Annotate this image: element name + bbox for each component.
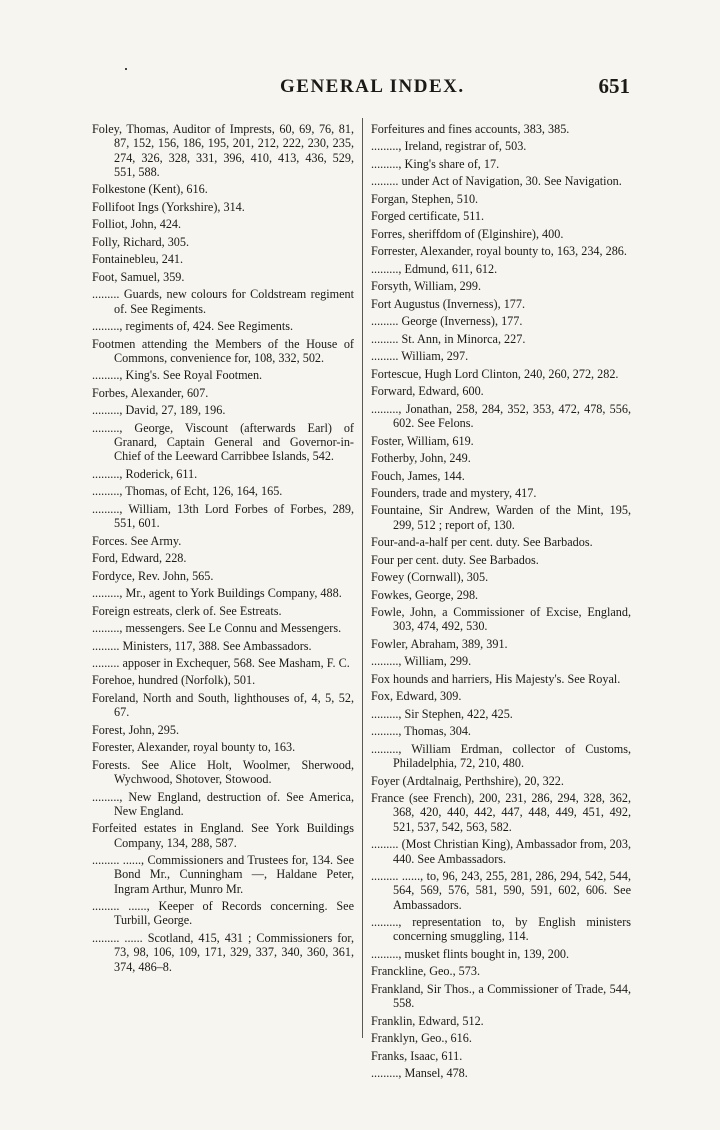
- index-entry: Forfeitures and fines accounts, 383, 385.: [371, 122, 570, 136]
- index-entry: ........., Roderick, 611.: [92, 466, 198, 481]
- index-entry: ........., Edmund, 611, 612.: [371, 261, 498, 276]
- index-entry: ......... ......, to, 96, 243, 255, 281, 286, 294, 542, 544, 564, 569, 576, 581, 590, 591, 602, 606. See Ambassadors.: [371, 869, 631, 912]
- index-entry: ........., Sir Stephen, 422, 425.: [371, 706, 513, 721]
- index-entry: ........., representation to, by English ministers concerning smuggling, 114.: [371, 915, 631, 944]
- index-entry: Fontainebleu, 241.: [92, 252, 184, 267]
- index-entry: Founders, trade and mystery, 417.: [371, 485, 537, 500]
- index-entry: Fordyce, Rev. John, 565.: [92, 568, 214, 583]
- index-entry: Franks, Isaac, 611.: [371, 1048, 463, 1063]
- left-column: [92, 122, 354, 977]
- index-entry: Forward, Edward, 600.: [371, 384, 484, 399]
- index-entry: ........., William, 299.: [371, 654, 472, 669]
- index-entry: ......... Guards, new colours for Coldstream regiment of. See Regiments.: [92, 287, 354, 316]
- index-entry: ........., regiments of, 424. See Regiments.: [92, 319, 294, 334]
- index-entry: Foster, William, 619.: [371, 433, 474, 448]
- index-entry: Fotherby, John, 249.: [371, 451, 471, 466]
- index-entry: Forests. See Alice Holt, Woolmer, Sherwood, Wychwood, Shotover, Stowood.: [92, 757, 354, 787]
- index-entry: ......... Ministers, 117, 388. See Ambassadors.: [92, 638, 312, 653]
- index-entry: Foreland, North and South, lighthouses of, 4, 5, 52, 67.: [92, 690, 354, 720]
- index-entry: Franklin, Edward, 512.: [371, 1013, 484, 1028]
- index-entry: ......... William, 297.: [371, 349, 469, 364]
- index-entry: Forrester, Alexander, royal bounty to, 163, 234, 286.: [371, 244, 627, 259]
- index-entry: ......... George (Inverness), 177.: [371, 314, 523, 329]
- index-entry: Folly, Richard, 305.: [92, 234, 190, 249]
- index-entry: ........., Mansel, 478.: [371, 1066, 468, 1081]
- index-entry: Fowle, John, a Commissioner of Excise, England, 303, 474, 492, 530.: [371, 605, 631, 634]
- index-entry: ......... ......, Commissioners and Trustees for, 134. See Bond Mr., Cunningham —, Haldane Peter, Ingram Arthur, Munro Mr.: [92, 853, 354, 896]
- index-entry: Footmen attending the Members of the House of Commons, convenience for, 108, 332, 502.: [92, 336, 354, 365]
- index-entry: France (see French), 200, 231, 286, 294, 328, 362, 368, 420, 440, 442, 447, 448, 449, 451, 492, 521, 537, 542, 563, 582.: [371, 791, 631, 834]
- index-entry: Ford, Edward, 228.: [92, 551, 187, 566]
- index-entry: Franckline, Geo., 573.: [371, 964, 480, 979]
- index-entry: ........., King's. See Royal Footmen.: [92, 368, 263, 383]
- running-title: GENERAL INDEX.: [280, 76, 465, 97]
- index-entry: Fox hounds and harriers, His Majesty's. See Royal.: [371, 671, 621, 686]
- index-entry: Follifoot Ings (Yorkshire), 314.: [92, 199, 245, 214]
- index-entry: ........., musket flints bought in, 139, 200.: [371, 946, 570, 961]
- index-entry: ......... St. Ann, in Minorca, 227.: [371, 331, 526, 346]
- index-entry: ........., William, 13th Lord Forbes of Forbes, 289, 551, 601.: [92, 501, 354, 531]
- index-entry: Foot, Samuel, 359.: [92, 269, 185, 284]
- page-number: 651: [598, 74, 630, 98]
- index-entry: Frankland, Sir Thos., a Commissioner of Trade, 544, 558.: [371, 981, 631, 1011]
- column-divider: [362, 118, 363, 1038]
- index-entry: Foley, Thomas, Auditor of Imprests, 60, 69, 76, 81, 87, 152, 156, 186, 195, 201, 212, 222, 230, 235, 274, 326, 328, 331, 396, 410, 413, 436, 529, 551, 588.: [92, 122, 354, 179]
- index-entry: Franklyn, Geo., 616.: [371, 1031, 472, 1046]
- index-entry: Four per cent. duty. See Barbados.: [371, 552, 539, 567]
- index-entry: Fowkes, George, 298.: [371, 587, 479, 602]
- index-entry: Fountaine, Sir Andrew, Warden of the Mint, 195, 299, 512 ; report of, 130.: [371, 503, 631, 532]
- index-entry: Forester, Alexander, royal bounty to, 163.: [92, 740, 296, 755]
- index-entry: Forres, sheriffdom of (Elginshire), 400.: [371, 226, 564, 241]
- index-entry: Forces. See Army.: [92, 533, 182, 548]
- index-entry: Forfeited estates in England. See York Buildings Company, 134, 288, 587.: [92, 821, 354, 850]
- index-entry: Fort Augustus (Inverness), 177.: [371, 296, 526, 311]
- index-entry: Fortescue, Hugh Lord Clinton, 240, 260, 272, 282.: [371, 366, 619, 381]
- index-entry: ........., Mr., agent to York Buildings Company, 488.: [92, 586, 342, 601]
- index-entry: ......... under Act of Navigation, 30. See Navigation.: [371, 174, 622, 189]
- index-entry: ........., Ireland, registrar of, 503.: [371, 139, 527, 154]
- index-entry: Forgan, Stephen, 510.: [371, 191, 479, 206]
- index-entry: ......... ...... Scotland, 415, 431 ; Commissioners for, 73, 98, 106, 109, 171, 329, 337, 340, 360, 361, 374, 486–8.: [92, 930, 354, 974]
- index-entry: ........., Thomas, 304.: [371, 724, 471, 739]
- index-entry: ........., William Erdman, collector of Customs, Philadelphia, 72, 210, 480.: [371, 741, 631, 771]
- index-entry: ........., messengers. See Le Connu and Messengers.: [92, 621, 342, 636]
- index-entry: Folkestone (Kent), 616.: [92, 182, 208, 197]
- index-entry: Fowey (Cornwall), 305.: [371, 570, 489, 585]
- index-entry: ........., Thomas, of Echt, 126, 164, 165.: [92, 484, 283, 499]
- index-entry: Forehoe, hundred (Norfolk), 501.: [92, 673, 256, 688]
- index-entry: Fox, Edward, 309.: [371, 689, 462, 704]
- index-entry: ......... apposer in Exchequer, 568. See Masham, F. C.: [92, 656, 350, 670]
- index-entry: ......... (Most Christian King), Ambassador from, 203, 440. See Ambassadors.: [371, 837, 631, 866]
- right-column: [371, 122, 631, 1084]
- index-entry: ......... ......, Keeper of Records concerning. See Turbill, George.: [92, 899, 354, 928]
- index-entry: ........., New England, destruction of. See America, New England.: [92, 789, 354, 818]
- page-speck: [125, 68, 127, 70]
- index-entry: Foyer (Ardtalnaig, Perthshire), 20, 322.: [371, 773, 564, 788]
- index-entry: ........., George, Viscount (afterwards Earl) of Granard, Captain General and Governor-in-Chief of the Leeward Carribbee Islands, 542.: [92, 420, 354, 464]
- index-entry: Fouch, James, 144.: [371, 468, 465, 483]
- index-entry: Foreign estreats, clerk of. See Estreats.: [92, 603, 282, 618]
- index-entry: ........., King's share of, 17.: [371, 156, 500, 171]
- index-entry: Fowler, Abraham, 389, 391.: [371, 636, 508, 651]
- index-entry: Forest, John, 295.: [92, 722, 180, 737]
- index-entry: Forged certificate, 511.: [371, 209, 485, 224]
- index-entry: ........., David, 27, 189, 196.: [92, 403, 226, 418]
- index-entry: Forsyth, William, 299.: [371, 279, 481, 294]
- index-entry: ........., Jonathan, 258, 284, 352, 353, 472, 478, 556, 602. See Felons.: [371, 401, 631, 431]
- index-entry: Four-and-a-half per cent. duty. See Barbados.: [371, 535, 593, 550]
- index-entry: Forbes, Alexander, 607.: [92, 385, 209, 400]
- page-header: [90, 74, 630, 104]
- index-entry: Folliot, John, 424.: [92, 217, 182, 232]
